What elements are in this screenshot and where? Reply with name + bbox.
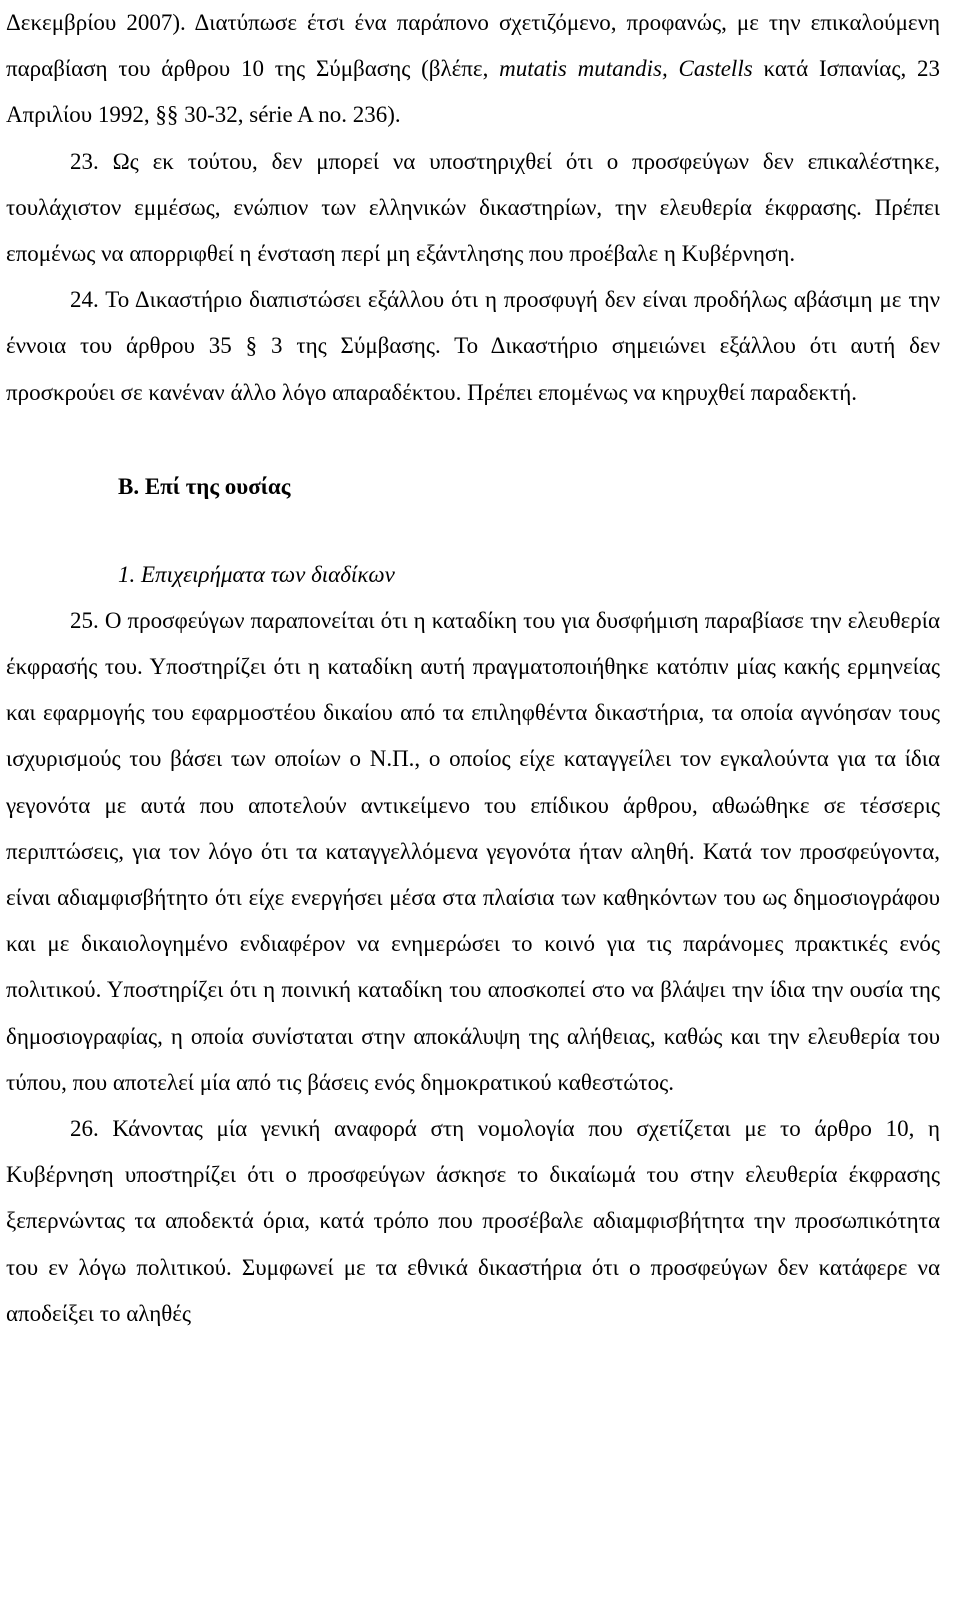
paragraph-23: 23. Ως εκ τούτου, δεν μπορεί να υποστηριχθεί ότι ο προσφεύγων δεν επικαλέστηκε, τουλάχιστον εμμέσως, ενώπιον των ελληνικών δικαστηρίων, την ελευθερία έκφρασης. Πρέπει επομένως να απορριφθεί η ένσταση περί μη εξάντλησης που προέβαλε η Κυβέρνηση. xyxy=(6,148,940,267)
intro-text-1: Δεκεμβρίου 2007). Διατύπωσε έτσι ένα παράπονο σχετιζόμενο, προφανώς, με την επικαλούμενη παραβίαση του άρθρου 10 της Σύμβασης (βλέπε, xyxy=(6,10,940,82)
paragraph-24: 24. Το Δικαστήριο διαπιστώσει εξάλλου ότι η προσφυγή δεν είναι προδήλως αβάσιμη με την έννοια του άρθρου 35 § 3 της Σύμβασης. Το Δικαστήριο σημειώνει εξάλλου ότι αυτή δεν προσκρούει σε κανέναν άλλο λόγο απαραδέκτου. Πρέπει επομένως να κηρυχθεί παραδεκτή. xyxy=(6,287,940,405)
intro-italic-citation: mutatis mutandis, Castells xyxy=(499,56,753,82)
paragraph-26: 26. Κάνοντας μία γενική αναφορά στη νομολογία που σχετίζεται με το άρθρο 10, η Κυβέρνηση υποστηρίζει ότι ο προσφεύγων άσκησε το δικαίωμά του στην ελευθερία έκφρασης ξεπερνώντας τα αποδεκτά όρια, κατά τρόπο που προσέβαλε αδιαμφισβήτητα την προσωπικότητα του εν λόγω πολιτικού. Συμφωνεί με τα εθνικά δικαστήρια ότι ο προσφεύγων δεν κατάφερε να αποδείξει το αληθές xyxy=(6,1116,940,1326)
section-spacer xyxy=(6,416,940,464)
subsection-heading-arguments: 1. Επιχειρήματα των διαδίκων xyxy=(118,561,395,587)
intro-text-2: κατά Ισπανίας, 23 Απριλίου 1992, §§ 30-32, série A no. 236). xyxy=(6,56,941,128)
document-page xyxy=(6,0,940,1337)
paragraph-25: 25. Ο προσφεύγων παραπονείται ότι η καταδίκη του για δυσφήμιση παραβίασε την ελευθερία έκφρασής του. Υποστηρίζει ότι η καταδίκη αυτή πραγματοποιήθηκε κατόπιν μίας κακής ερμηνείας και εφαρμογής του εφαρμοστέου δικαίου από τα επιληφθέντα δικαστήρια, τα οποία αγνόησαν τους ισχυρισμούς του βάσει των οποίων ο Ν.Π., ο οποίος είχε καταγγείλει τον εγκαλούντα για τα ίδια γεγονότα με αυτά που αποτελούν αντικείμενο του επίδικου άρθρου, αθωώθηκε σε τέσσερις περιπτώσεις, για τον λόγο ότι τα καταγγελλόμενα γεγονότα ήταν αληθή. Κατά τον προσφεύγοντα, είναι αδιαμφισβήτητο ότι είχε ενεργήσει μέσα στα πλαίσια των καθηκόντων του ως δημοσιογράφου και με δικαιολογημένο ενδιαφέρον να ενημερώσει το κοινό για τις παράνομες πρακτικές ενός πολιτικού. Υποστηρίζει ότι η ποινική καταδίκη του αποσκοπεί στο να βλάψει την ίδια την ουσία της δημοσιογραφίας, η οποία συνίσταται στην αποκάλυψη της αλήθειας, καθώς και την ελευθερία του τύπου, που αποτελεί μία από τις βάσεις ενός δημοκρατικού καθεστώτος. xyxy=(6,607,940,1095)
section-spacer-2 xyxy=(6,510,940,552)
section-heading-merits: B. Επί της ουσίας xyxy=(118,473,291,499)
paragraph-intro xyxy=(6,0,940,139)
